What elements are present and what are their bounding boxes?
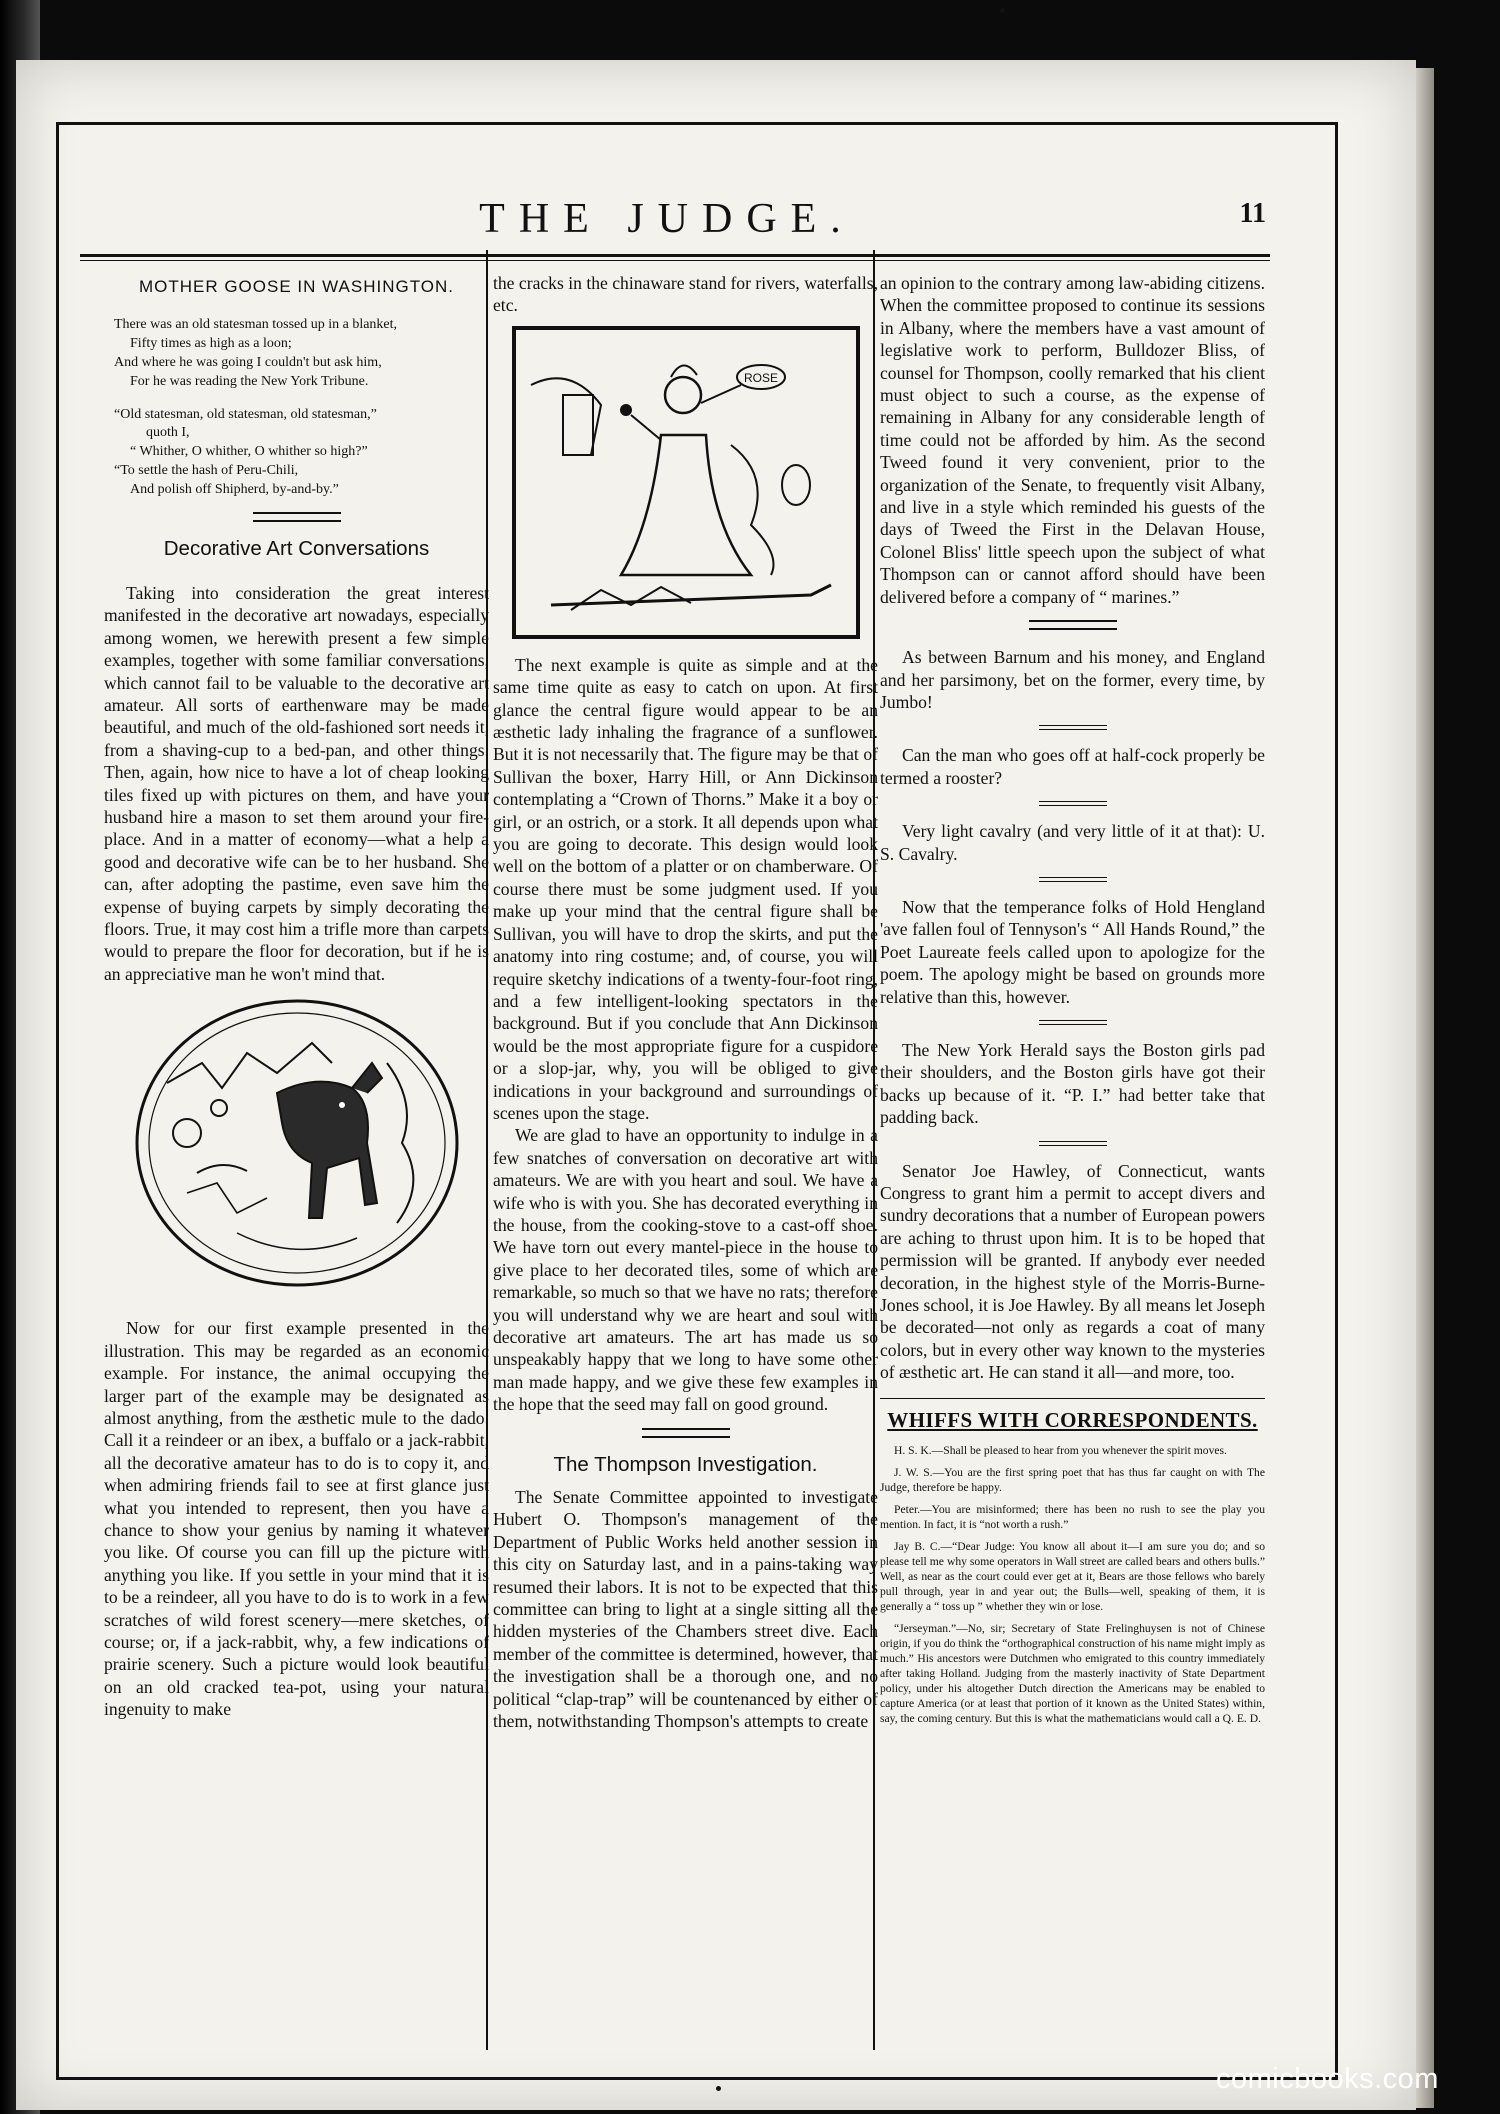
poem-line: And where he was going I couldn't but ask him, <box>114 355 382 370</box>
correspondent-reply: H. S. K.—Shall be pleased to hear from you whenever the spirit moves. <box>894 1444 1227 1458</box>
separator <box>1039 1020 1107 1025</box>
column-middle <box>493 272 878 2062</box>
decorative-art-heading: Decorative Art Conversations <box>163 536 430 560</box>
page-mark <box>716 2086 721 2091</box>
correspondent-reply: “Jerseyman.”—No, sir; Secretary of State Frelinghuysen is not of Chinese origin, if you do think the “orthographical construction of his name might imply as much.” His ancestors were Dutchmen who emigrated to this country immediately after taking Holland. Judging from the masterly inactivity of State Department policy, under his altogether Dutch direction the Americans may be enabled to capture America (or at least that portion of it known as the United States) within, say, the coming century. But this is what the mathematicians would call a Q. E. D. <box>880 1622 1265 1726</box>
poem <box>114 316 489 499</box>
separator <box>1039 725 1107 730</box>
section-separator <box>1029 620 1117 630</box>
article-paragraph: Now for our first example presented in the illustration. This may be regarded as an economic example. For instance, the animal occupying the larger part of the example may be designated as almost anything, from the æsthetic mule to the dado. Call it a reindeer or an ibex, a buffalo or a jack-rabbit, all the decorative amateur has to do is to copy it, and when admiring friends fail to see at first glance just what you intended to represent, then you have a chance to show your genius by naming it whatever you like. Of course you can fill up the picture with anything you like. If you settle in your mind that it is to be a reindeer, all you have to do is to work in a few scratches of wild forest scenery—mere sketches, of course; or, if a jack-rabbit, why, a few indications of prairie scenery. Such a picture would look beautiful on an old cracked tea-pot, using your natural ingenuity to make <box>104 1318 489 1720</box>
poem-line: Fifty times as high as a loon; <box>130 336 292 352</box>
correspondents-list <box>880 1443 1265 1726</box>
column-left <box>104 272 489 2062</box>
article-paragraph: The Senate Committee appointed to investigate Hubert O. Thompson's management of the Department of Public Works held another session in this city on Saturday last, and in a pains-taking way resumed their labors. It is not to be expected that this committee can bring to light at a single sitting all the hidden mysteries of the Chambers street dive. Each member of the committee is determined, however, that the investigation shall be a thorough one, and no political “clap-trap” will be countenanced by either of them, notwithstanding Thompson's attempts to create <box>493 1487 878 1732</box>
paragraph: Now that the temperance folks of Hold Hengland 'ave fallen foul of Tennyson's “ All Hands Round,” the Poet Laureate feels called upon to apologize for the poem. The apology might be based on grounds more relative than this, however. <box>880 896 1265 1007</box>
poem-line: quoth I, <box>146 425 190 441</box>
poem-line: “Old statesman, old statesman, old statesman,” <box>114 406 377 422</box>
article-paragraph: the cracks in the chinaware stand for rivers, waterfalls, etc. <box>493 273 878 316</box>
aesthetic-lady-illustration <box>511 325 861 640</box>
poem-line: And polish off Shipherd, by-and-by.” <box>130 481 339 497</box>
poem-line: “ Whither, O whither, O whither so high?” <box>130 444 368 460</box>
plate-label: ROSE <box>743 370 778 385</box>
correspondent-reply: Peter.—You are misinformed; there has been no rush to see the play you mention. In fact, it is “not worth a rush.” <box>880 1503 1265 1532</box>
separator <box>880 1398 1265 1399</box>
masthead-title: THE JUDGE. <box>479 196 855 242</box>
paragraph: Can the man who goes off at half-cock properly be termed a rooster? <box>880 745 1265 788</box>
article-paragraph: We are glad to have an opportunity to indulge in a few snatches of conversation on decorative art with amateurs. We are with you heart and soul. We have a wife who is with you. She has decorated everything in the house, from the cooking-stove to a cast-off shoe. We have torn out every mantel-piece in the house to give place to her decorated tiles, some of which are remarkable, so much so that we have no rats; therefore you will understand why we are heart and soul with decorative art amateurs. The art has made us so unspeakably happy that we long to have some other man made happy, and we give these few examples in the hope that the seed may fall on good ground. <box>493 1125 878 1415</box>
correspondent-reply: Jay B. C.—“Dear Judge: You know all about it—I am sure you do; and so please tell me why some operators in Wall street are called bears and others bulls.” Well, as near as the court could ever get at it, Bears are those fellows who barely pull through, year in and year out; the Bulls—well, speaking of them, it is generally a “ toss up ” whether they win or lose. <box>880 1540 1265 1614</box>
whiffs-heading: WHIFFS WITH CORRESPONDENTS. <box>887 1407 1258 1432</box>
column-right <box>880 272 1265 2062</box>
paragraph: The New York Herald says the Boston girls pad their shoulders, and the Boston girls have got their backs up because of it. “P. I.” had better take that padding back. <box>880 1039 1265 1128</box>
masthead-rule <box>80 254 1270 261</box>
poem-line: There was an old statesman tossed up in a blanket, <box>114 317 398 333</box>
cracked-plate-illustration <box>127 993 467 1293</box>
page-mark <box>1000 8 1005 13</box>
thompson-investigation-heading: The Thompson Investigation. <box>553 1452 818 1476</box>
mother-goose-heading: MOTHER GOOSE IN WASHINGTON. <box>138 277 455 296</box>
article-paragraph: The next example is quite as simple and at the same time quite as easy to catch on upon. At first glance the central figure would appear to be an æsthetic lady inhaling the fragrance of a sunflower. But it is not necessarily that. The figure may be that of Sullivan the boxer, Harry Hill, or Ann Dickinson contemplating a “Crown of Thorns.” Make it a boy or girl, or an ostrich, or a stork. It all depends upon what you are going to decorate. This design would look well on the bottom of a platter or on chamberware. Of course there must be some judgment used. If you make up your mind that the central figure shall be Sullivan, you will have to drop the skirts, and put the anatomy into ring costume; and, of course, you will require sketchy indications of a twenty-four-foot ring, and a few intelligent-looking spectators in the background. But if you conclude that Ann Dickinson would be the most appropriate figure for a cuspidore or a slop-jar, why, you will be obliged to give indications in your background and surroundings of scenes upon the stage. <box>493 654 878 1123</box>
section-separator <box>253 512 341 522</box>
paragraph: As between Barnum and his money, and England and her parsimony, bet on the former, every time, by Jumbo! <box>880 647 1265 712</box>
page-number: 11 <box>1239 198 1266 229</box>
separator <box>1039 801 1107 806</box>
separator <box>1039 877 1107 882</box>
page-edge <box>1416 68 1434 2108</box>
article-paragraph: Taking into consideration the great interest manifested in the decorative art nowadays, especially among women, we herewith present a few simple examples, together with some familiar conversations, which cannot fail to be valuable to the decorative art amateur. All sorts of earthenware may be made beautiful, and much of the old-fashioned sort needs it, from a shaving-cup to a bed-pan, and other things. Then, again, how nice to have a lot of cheap looking tiles fixed up with pictures on them, and have your husband hire a mason to set them around your fire-place. And in a matter of economy—what a help a good and decorative wife can be to her husband. She can, after adopting the pastime, even save him the expense of buying carpets by simply decorating the floors. True, it may cost him a trifle more than carpets would to prepare the floor for decoration, but if he is an appreciative man he won't mind that. <box>104 582 489 984</box>
article-paragraph: an opinion to the contrary among law-abiding citizens. When the committee proposed to continue its sessions in Albany, where the members have a vast amount of legislative work to perform, Bulldozer Bliss, of counsel for Thompson, coolly remarked that his client must object to such a course, as the expense of remaining in Albany for any considerable length of time could not be afforded by him. As the second Tweed found it very convenient, prior to the organization of the Senate, to frequently visit Albany, and live in a style which reminded his guests of the days of Tweed the First in the Delavan House, Colonel Bliss' little speech upon the subject of what Thompson can or cannot afford should have been delivered before a company of “ marines.” <box>880 273 1265 607</box>
separator <box>1039 1141 1107 1146</box>
section-separator <box>642 1428 730 1438</box>
poem-line: “To settle the hash of Peru-Chili, <box>114 462 299 478</box>
paragraph: Senator Joe Hawley, of Connecticut, wants Congress to grant him a permit to accept divers and sundry decorations that a number of European powers are aching to thrust upon him. It is to be hoped that permission will be granted. If anybody ever needed decoration, in the highest style of the Morris-Burne-Jones school, it is Joe Hawley. By all means let Joseph be decorated—not only as regards a coat of many colors, but in every other way known to the mysteries of æsthetic art. He can stand it all—and more, too. <box>880 1160 1265 1383</box>
poem-line: For he was reading the New York Tribune. <box>130 373 369 389</box>
watermark: comicbooks.com <box>1216 2063 1439 2095</box>
correspondent-reply: J. W. S.—You are the first spring poet that has thus far caught on with The Judge, therefore be happy. <box>880 1466 1265 1495</box>
paragraph: Very light cavalry (and very little of it at that): U. S. Cavalry. <box>880 821 1265 864</box>
